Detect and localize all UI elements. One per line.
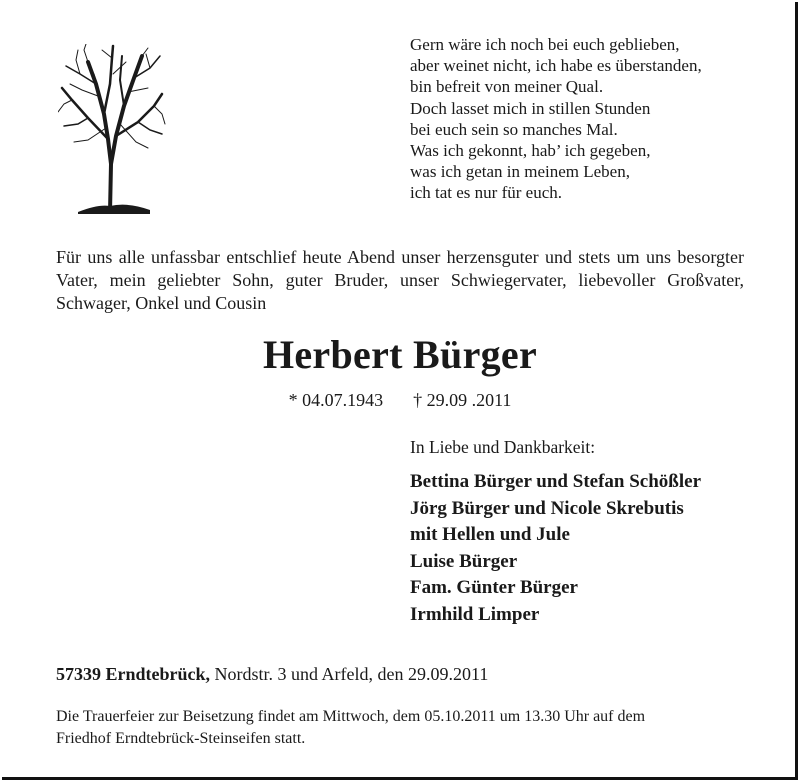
poem-line: Gern wäre ich noch bei euch geblieben,	[410, 35, 680, 54]
location-town: 57339 Erndtebrück,	[56, 664, 211, 684]
poem-line: Doch lasset mich in stillen Stunden	[410, 98, 651, 118]
bare-tree-icon	[58, 44, 166, 216]
death-date: † 29.09 .2011	[413, 390, 512, 410]
poem-line: Was ich gekonnt, hab’ ich gegeben,	[410, 141, 651, 161]
mourner-line: mit Hellen und Jule	[410, 524, 570, 545]
poem-line: bin befreit von meiner Qual.	[410, 77, 604, 97]
location-line	[56, 662, 488, 686]
location-address: Nordstr. 3 und Arfeld, den 29.09.2011	[210, 664, 489, 684]
poem-line: was ich getan in meinem Leben,	[410, 162, 630, 182]
mourners-list	[410, 469, 701, 628]
poem-line: aber weinet nicht, ich habe es überstanden,	[410, 56, 702, 76]
mourner-line: Jörg Bürger und Nicole Skrebutis	[410, 497, 684, 519]
intro-text: Für uns alle unfassbar entschlief heute Abend unser herzensguter und stets um uns besorgter Vater, mein geliebter Sohn, guter Bruder, unser Schwiegervater, liebevoller Großvater, Schwager, Onkel und Cousin	[56, 247, 744, 313]
service-notice	[56, 706, 746, 750]
deceased-name: Herbert Bürger	[262, 332, 538, 377]
memorial-poem	[410, 34, 770, 204]
life-dates	[0, 388, 800, 412]
poem-line: bei euch sein so manches Mal.	[410, 119, 618, 139]
birth-date: * 04.07.1943	[288, 390, 384, 410]
mourner-line: Luise Bürger	[410, 550, 518, 572]
poem-line: ich tat es nur für euch.	[410, 183, 562, 203]
mourner-line: Bettina Bürger und Stefan Schößler	[410, 471, 702, 492]
service-line: Die Trauerfeier zur Beisetzung findet am Mittwoch, dem 05.10.2011 um 13.30 Uhr auf dem	[56, 708, 646, 725]
signoff-line: In Liebe und Dankbarkeit:	[410, 437, 596, 457]
service-line: Friedhof Erndtebrück-Steinseifen statt.	[56, 730, 306, 747]
mourner-line: Fam. Günter Bürger	[410, 577, 578, 598]
mourner-line: Irmhild Limper	[410, 603, 540, 625]
